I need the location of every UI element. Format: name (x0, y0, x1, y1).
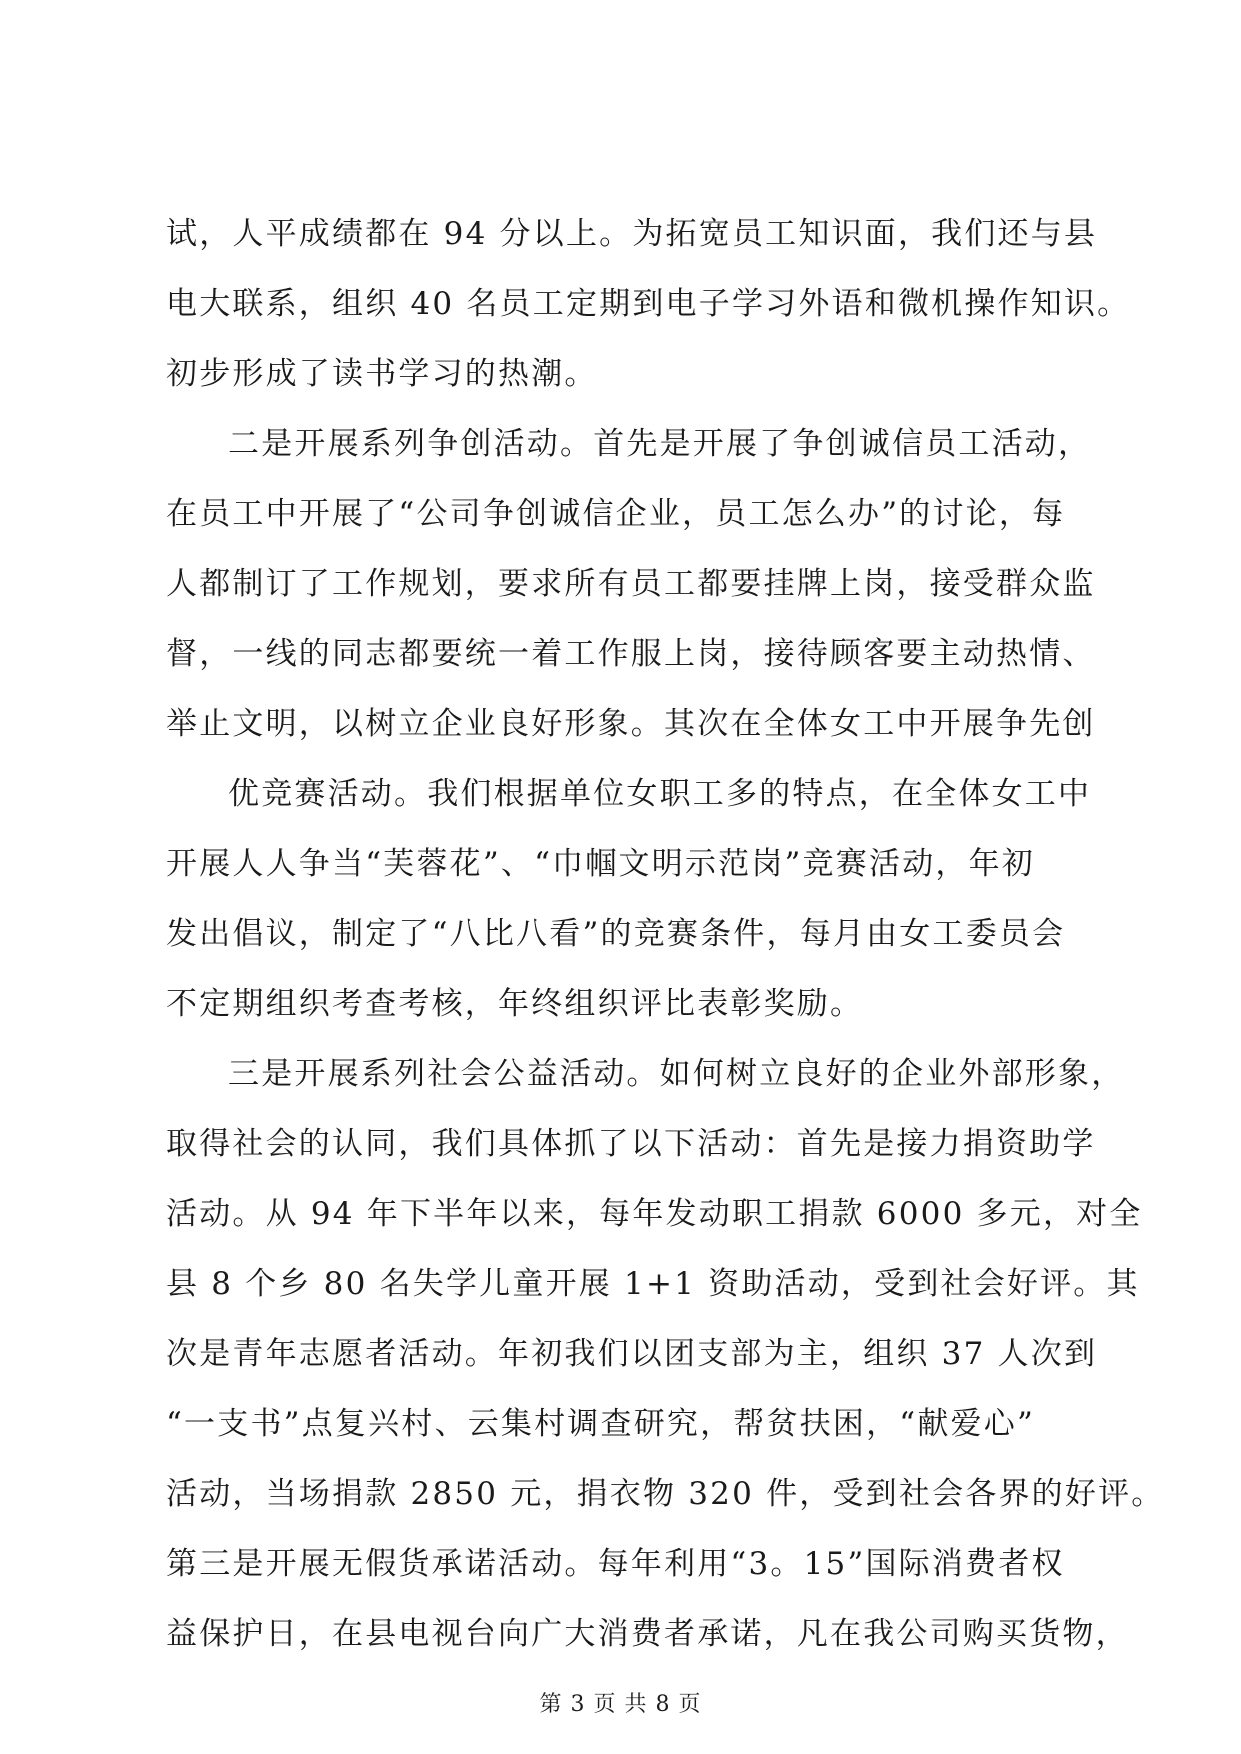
text-line-2: 电大联系，组织 40 名员工定期到电子学习外语和微机操作知识。 (166, 286, 1131, 322)
text-line-3: 初步形成了读书学习的热潮。 (166, 356, 598, 392)
text-line-7: 督，一线的同志都要统一着工作服上岗，接待顾客要主动热情、 (166, 636, 1096, 672)
text-line-21: 益保护日，在县电视台向广大消费者承诺，凡在我公司购买货物， (166, 1616, 1129, 1652)
text-line-8: 举止文明，以树立企业良好形象。其次在全体女工中开展争先创 (166, 706, 1096, 742)
text-line-1: 试，人平成绩都在 94 分以上。为拓宽员工知识面，我们还与县 (166, 216, 1098, 252)
text-line-19: 活动，当场捐款 2850 元，捐衣物 320 件，受到社会各界的好评。 (166, 1476, 1165, 1512)
text-line-5: 在员工中开展了“公司争创诚信企业，员工怎么办”的讨论，每 (166, 496, 1066, 532)
text-line-20: 第三是开展无假货承诺活动。每年利用“3。15”国际消费者权 (166, 1546, 1065, 1582)
text-line-13: 三是开展系列社会公益活动。如何树立良好的企业外部形象， (228, 1056, 1125, 1092)
text-line-10: 开展人人争当“芙蓉花”、“巾帼文明示范岗”竞赛活动，年初 (166, 846, 1035, 882)
text-line-16: 县 8 个乡 80 名失学儿童开展 1+1 资助活动，受到社会好评。其 (166, 1266, 1140, 1302)
text-line-4: 二是开展系列争创活动。首先是开展了争创诚信员工活动， (228, 426, 1092, 462)
text-line-17: 次是青年志愿者活动。年初我们以团支部为主，组织 37 人次到 (166, 1336, 1098, 1372)
text-line-14: 取得社会的认同，我们具体抓了以下活动：首先是接力捐资助学 (166, 1126, 1096, 1162)
page-number-footer: 第 3 页 共 8 页 (539, 1692, 702, 1717)
text-line-9: 优竞赛活动。我们根据单位女职工多的特点，在全体女工中 (228, 776, 1092, 812)
text-line-6: 人都制订了工作规划，要求所有员工都要挂牌上岗，接受群众监 (166, 566, 1096, 602)
text-line-11: 发出倡议，制定了“八比八看”的竞赛条件，每月由女工委员会 (166, 916, 1066, 952)
text-line-18: “一支书”点复兴村、云集村调查研究，帮贫扶困，“献爱心” (166, 1406, 1035, 1442)
text-line-15: 活动。从 94 年下半年以来，每年发动职工捐款 6000 多元，对全 (166, 1196, 1143, 1232)
text-line-12: 不定期组织考查考核，年终组织评比表彰奖励。 (166, 986, 864, 1022)
